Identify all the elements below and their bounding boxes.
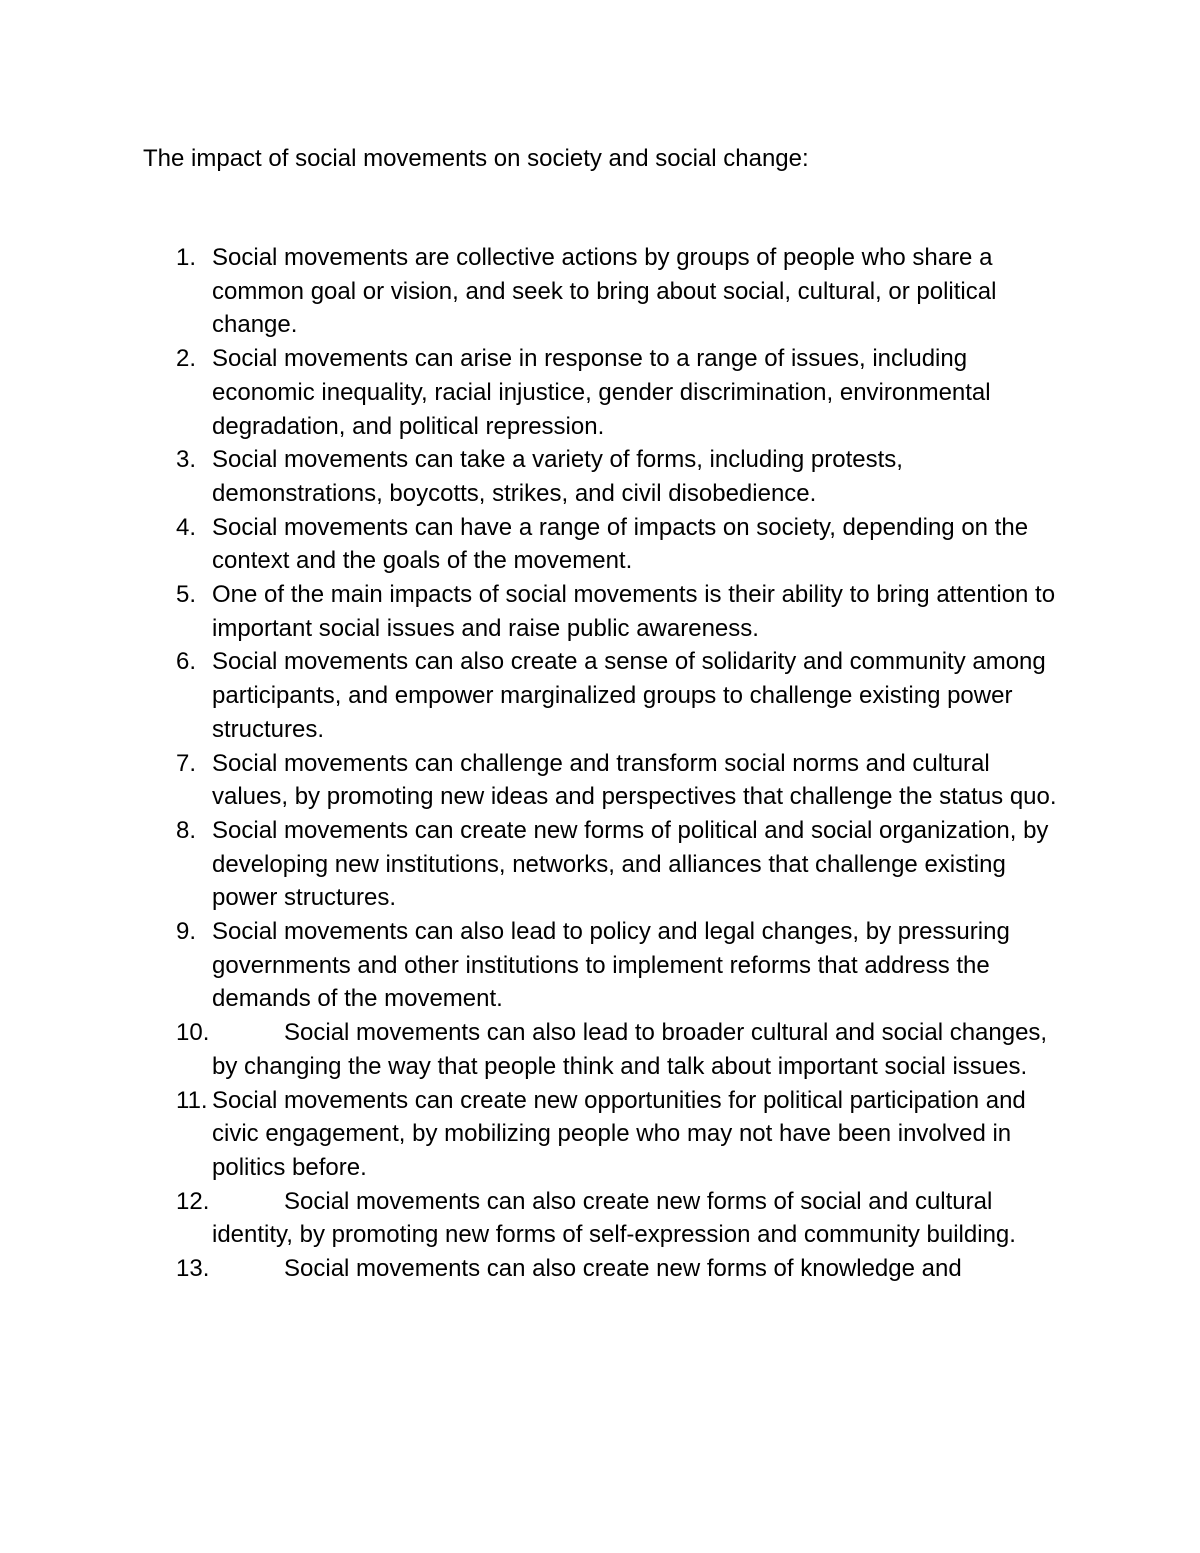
list-item-number: 6. [176, 648, 197, 676]
list-item-text: Social movements can arise in response to a range of issues, including economic inequality, racial injustice, gender discrimination, environmental degradation, and political repression. [212, 345, 991, 440]
list-item [0, 342, 1072, 443]
list-item [0, 1252, 1072, 1286]
list-item [0, 1084, 1072, 1185]
list-item-text: Social movements can also create a sense of solidarity and community among participants, and empower marginalized groups to challenge existing power structures. [212, 648, 1046, 743]
list-item-number: 1. [176, 244, 197, 271]
list-item [0, 814, 1072, 915]
list-item [0, 578, 1072, 645]
list-item-number: 10. [176, 1019, 210, 1047]
list-item [0, 1185, 1072, 1252]
list-item [0, 915, 1072, 1016]
list-item [0, 1016, 1072, 1083]
list-item-number: 9. [176, 918, 197, 946]
list-item-number: 3. [176, 446, 197, 474]
list-item [0, 443, 1072, 510]
list-item-number: 8. [176, 816, 197, 844]
list-item [0, 645, 1072, 746]
list-item [0, 511, 1072, 578]
list-item [0, 747, 1072, 814]
list-item-text: Social movements can also lead to policy and legal changes, by pressuring governments and other institutions to implement reforms that address the demands of the movement. [212, 918, 1010, 1013]
list-item-number: 12. [176, 1187, 210, 1215]
list-item-text: Social movements can also create new forms of social and cultural identity, by promoting new forms of self-expression and community building. [212, 1187, 1016, 1249]
list-item-text: One of the main impacts of social movements is their ability to bring attention to important social issues and raise public awareness. [212, 581, 1056, 642]
list-item-number: 11. [176, 1086, 208, 1114]
list-item-number: 2. [176, 345, 197, 373]
numbered-list [0, 241, 1200, 1286]
list-item-number: 4. [176, 513, 197, 541]
list-item-number: 13. [176, 1255, 210, 1283]
list-item-number: 7. [176, 749, 197, 777]
list-item-text: Social movements can challenge and transform social norms and cultural values, by promoting new ideas and perspectives that challenge the status quo. [212, 749, 1057, 811]
list-item-text: Social movements can take a variety of forms, including protests, demonstrations, boycotts, strikes, and civil disobedience. [212, 446, 903, 507]
list-item-number: 5. [176, 581, 197, 609]
list-item-text: Social movements can create new opportunities for political participation and civic engagement, by mobilizing people who may not have been involved in politics before. [212, 1086, 1026, 1181]
list-item-text: Social movements can also create new forms of knowledge and [284, 1255, 962, 1283]
list-item-text: Social movements can also lead to broader cultural and social changes, by changing the way that people think and talk about important social issues. [212, 1019, 1048, 1080]
list-item-text: Social movements are collective actions by groups of people who share a common goal or vision, and seek to bring about social, cultural, or political change. [212, 244, 997, 339]
list-item-text: Social movements can have a range of impacts on society, depending on the context and the goals of the movement. [212, 513, 1029, 575]
document-title: The impact of social movements on society and social change: [143, 145, 809, 172]
list-item [0, 241, 1072, 342]
list-item-text: Social movements can create new forms of political and social organization, by developing new institutions, networks, and alliances that challenge existing power structures. [212, 816, 1049, 912]
